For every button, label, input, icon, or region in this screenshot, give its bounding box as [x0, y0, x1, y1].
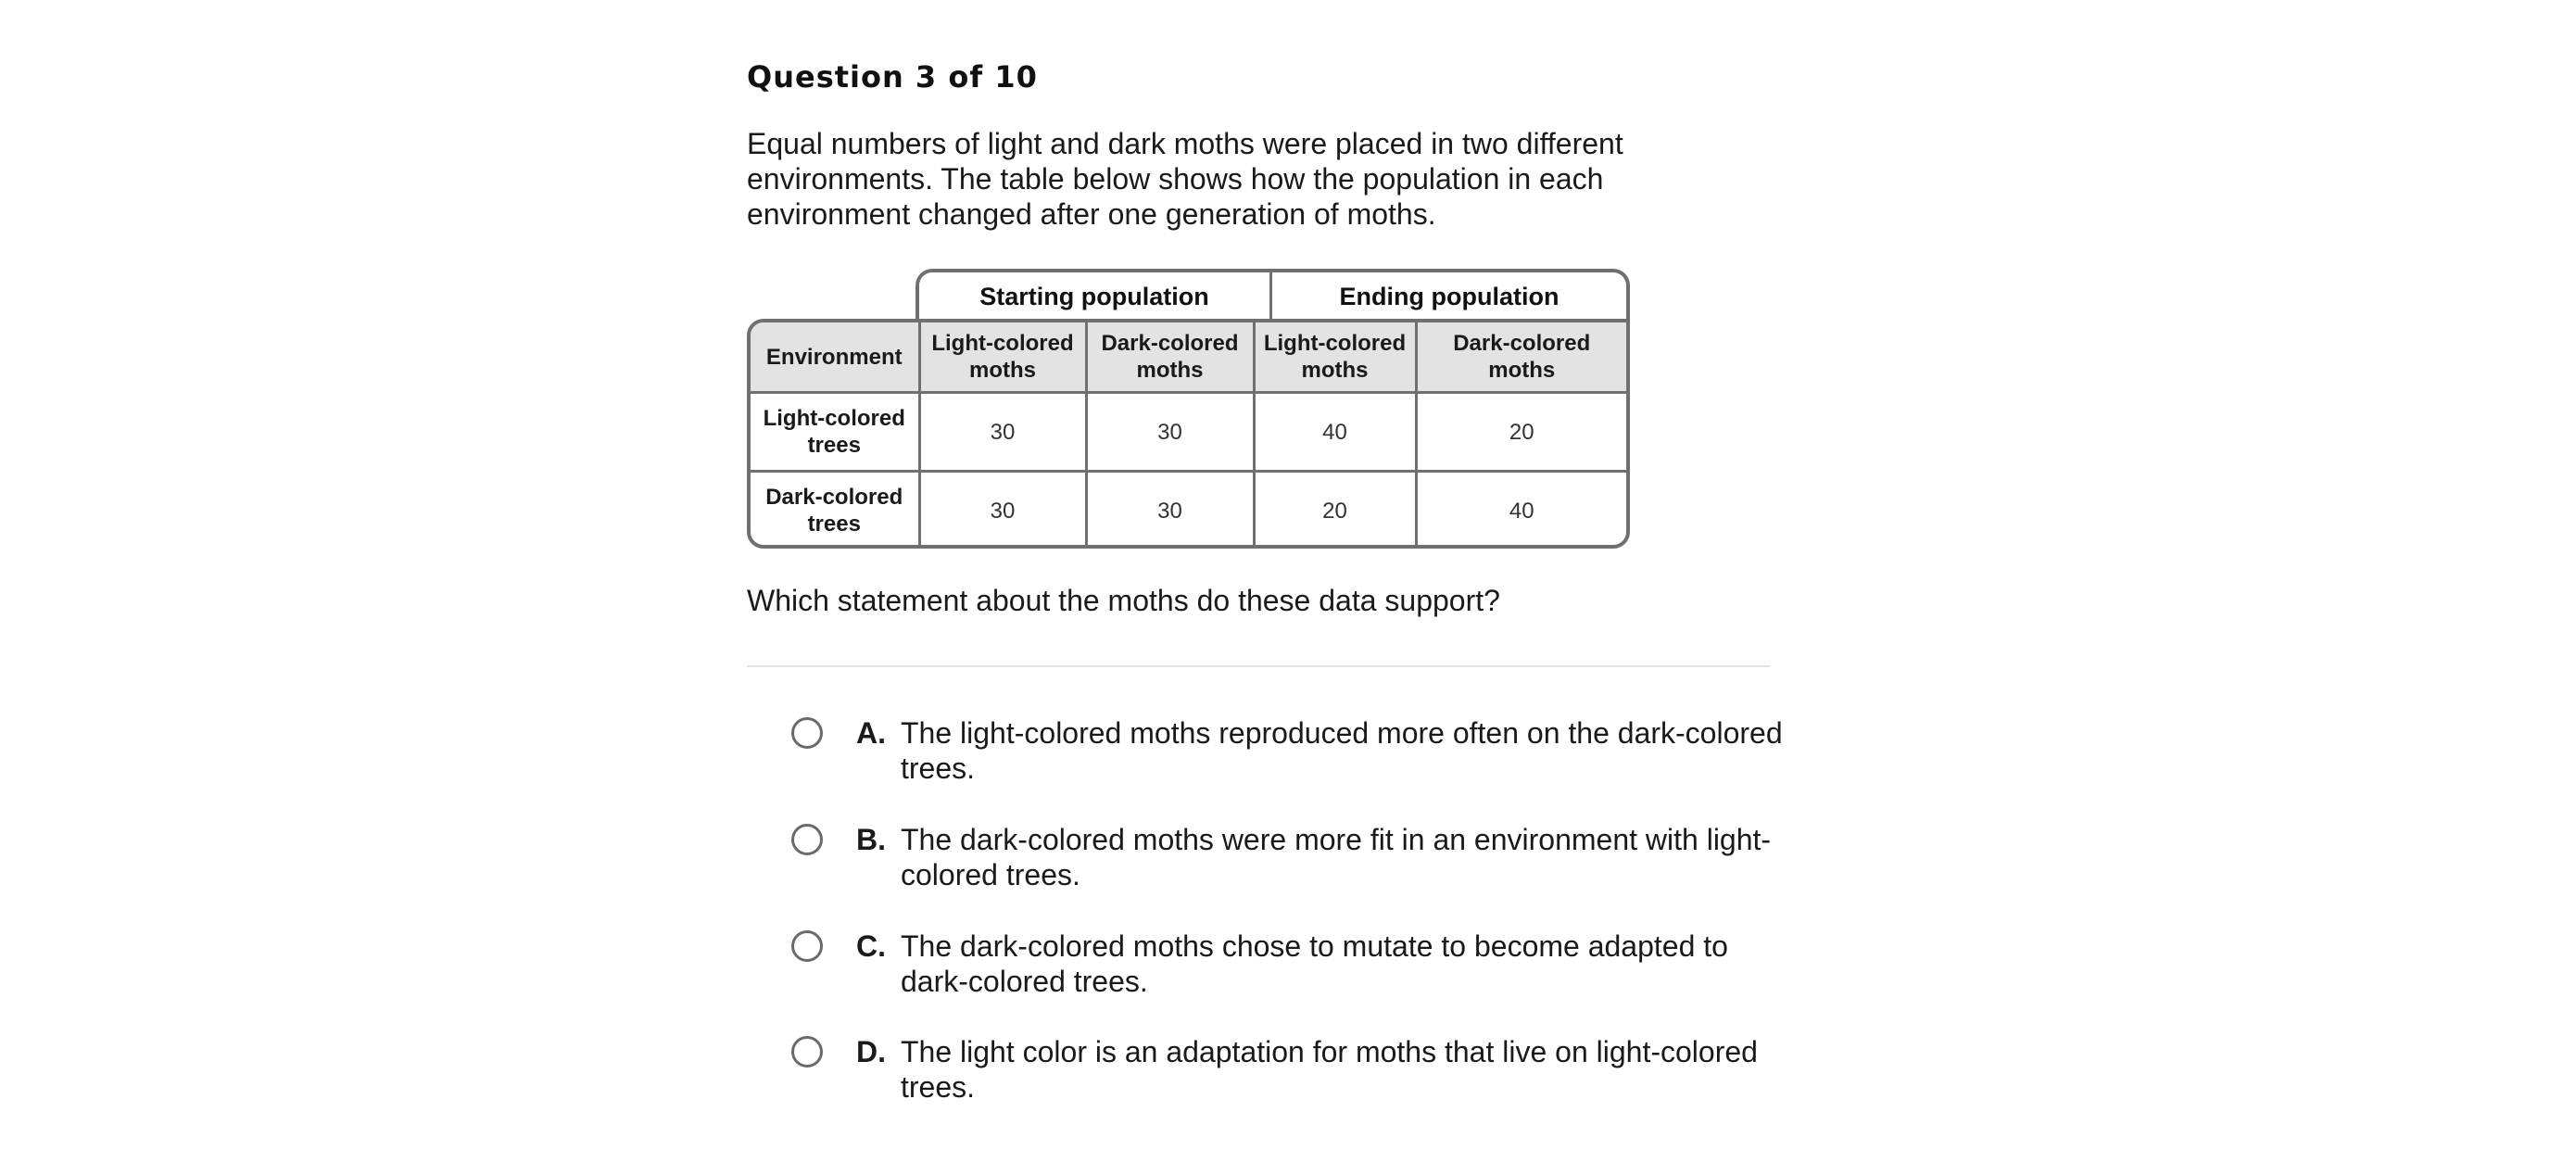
column-header: Dark-colored moths — [1416, 322, 1626, 393]
table-cell: 30 — [919, 393, 1086, 472]
option-text: The light-colored moths reproduced more often on the dark-colored trees. — [901, 716, 1783, 785]
radio-button-b[interactable] — [791, 824, 823, 855]
option-letter: C. — [856, 929, 886, 963]
table-cell: 30 — [1086, 393, 1254, 472]
table-header-row — [751, 322, 1626, 393]
radio-button-d[interactable] — [791, 1036, 823, 1068]
table-cell: 40 — [1254, 393, 1416, 472]
question-counter: Question 3 of 10 — [747, 59, 1038, 95]
table-cell: 20 — [1254, 472, 1416, 550]
option-c[interactable] — [791, 929, 1792, 1003]
group-header-ending: Ending population — [1339, 282, 1559, 310]
option-letter: B. — [856, 823, 886, 856]
radio-button-c[interactable] — [791, 930, 823, 962]
option-letter: D. — [856, 1035, 886, 1068]
population-table — [747, 319, 1630, 549]
column-header: Light-colored moths — [1254, 322, 1416, 393]
table-cell: 40 — [1416, 472, 1626, 550]
option-text: The dark-colored moths chose to mutate to become adapted to dark-colored trees. — [901, 929, 1728, 998]
table-cell: 30 — [1086, 472, 1254, 550]
divider — [747, 665, 1770, 667]
option-text: The light color is an adaptation for moths that live on light-colored trees. — [901, 1035, 1758, 1104]
column-header: Dark-colored moths — [1086, 322, 1254, 393]
option-a[interactable] — [791, 715, 1792, 790]
option-text: The dark-colored moths were more fit in an environment with light-colored trees. — [901, 823, 1772, 891]
table-cell: 20 — [1416, 393, 1626, 472]
table-cell: 30 — [919, 472, 1086, 550]
question-prompt: Equal numbers of light and dark moths were placed in two different environments. The table below shows how the population in each environment changed after one generation of moths. — [747, 127, 1623, 231]
table-row — [751, 393, 1626, 472]
option-letter: A. — [856, 716, 886, 750]
row-environment: Light-colored trees — [751, 393, 919, 472]
group-header-starting: Starting population — [919, 272, 1272, 321]
option-b[interactable] — [791, 822, 1792, 896]
column-header: Light-colored moths — [919, 322, 1086, 393]
table-group-header — [915, 269, 1630, 321]
option-d[interactable] — [791, 1034, 1792, 1108]
table-row — [751, 472, 1626, 550]
question-ask: Which statement about the moths do these data support? — [747, 584, 1500, 617]
population-table-figure — [747, 269, 1630, 549]
row-environment: Dark-colored trees — [751, 472, 919, 550]
radio-button-a[interactable] — [791, 717, 823, 749]
column-header: Environment — [751, 322, 919, 393]
